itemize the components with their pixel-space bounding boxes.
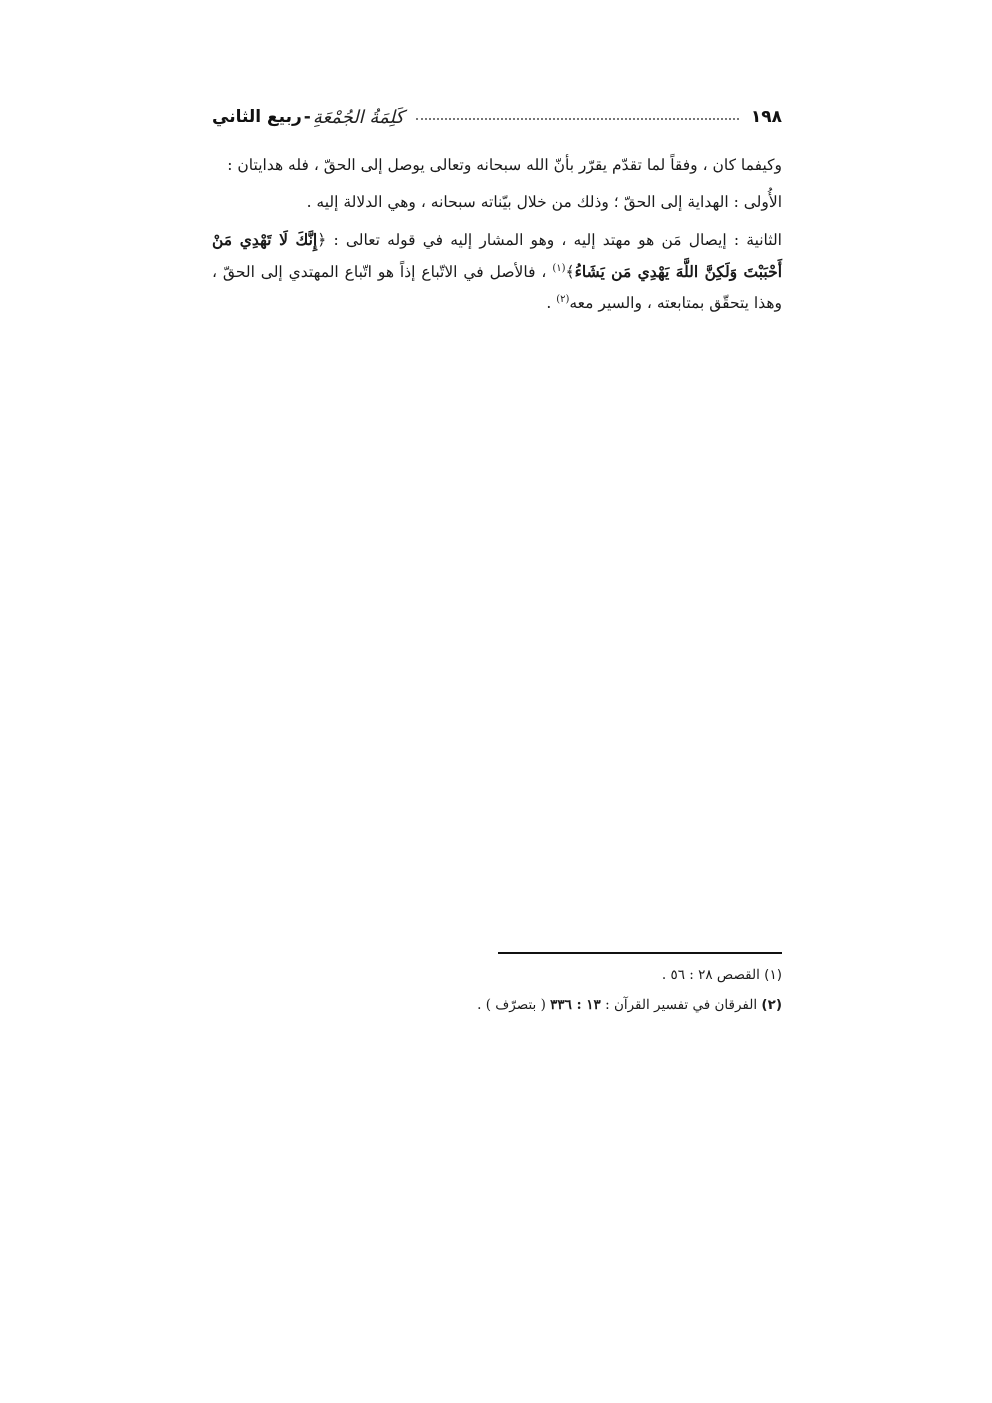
quran-verse-text: إِنَّكَ لَا تَهْدِي مَنْ أَحْبَبْتَ وَلَكِنَّ اللَّهَ يَهْدِي مَن يَشَاءُ [212,230,783,281]
footnote-text: القصص ٢٨ : ٥٦ . [661,967,760,983]
footnote-number: (١) [764,967,782,983]
running-title [212,107,404,128]
footnotes [212,960,782,1020]
header-dotted-leader [416,118,739,120]
title-separator: - [303,107,311,127]
paragraph-3-end: ، فالأصل في الاتّباع إذاً هو اتّباع المهتدي إلى الحقّ ، وهذا يتحقّق بمتابعته ، والسير معه [212,263,782,312]
section-title: ربيع الثاني [212,107,302,127]
footnote-volume-page: ١٣ : ٣٣٦ [550,997,601,1013]
footnote-1 [212,960,782,990]
page-header [212,100,782,134]
paragraph-3 [212,224,782,319]
footnote-text-end: ( بتصرّف ) . [477,997,551,1013]
paragraph-3-period: . [546,294,557,312]
main-text [212,150,782,325]
paragraph-1: وكيفما كان ، وفقاً لما تقدّم يقرّر بأنّ الله سبحانه وتعالى يوصل إلى الحقّ ، فله هدايتان : [227,156,782,174]
book-title-logo: كَلِمَةُ الجُمْعَةِ [312,106,404,128]
quran-open-bracket: ﴿ [317,231,327,249]
footnote-ref-1: (١) [552,262,566,274]
page-number: ١٩٨ [750,107,782,127]
footnote-ref-2: (٢) [556,293,570,305]
footnote-number: (٢) [761,997,782,1013]
footnote-separator [498,952,782,954]
paragraph-2: الأُولى : الهداية إلى الحقّ ؛ وذلك من خلال بيّناته سبحانه ، وهي الدلالة إليه . [306,193,782,211]
footnote-text: الفرقان في تفسير القرآن : [600,997,758,1013]
paragraph-3-start: الثانية : إيصال مَن هو مهتد إليه ، وهو المشار إليه في قوله تعالى : [326,231,782,249]
footnote-2 [212,990,782,1020]
quran-close-bracket: ﴾ [565,263,575,281]
